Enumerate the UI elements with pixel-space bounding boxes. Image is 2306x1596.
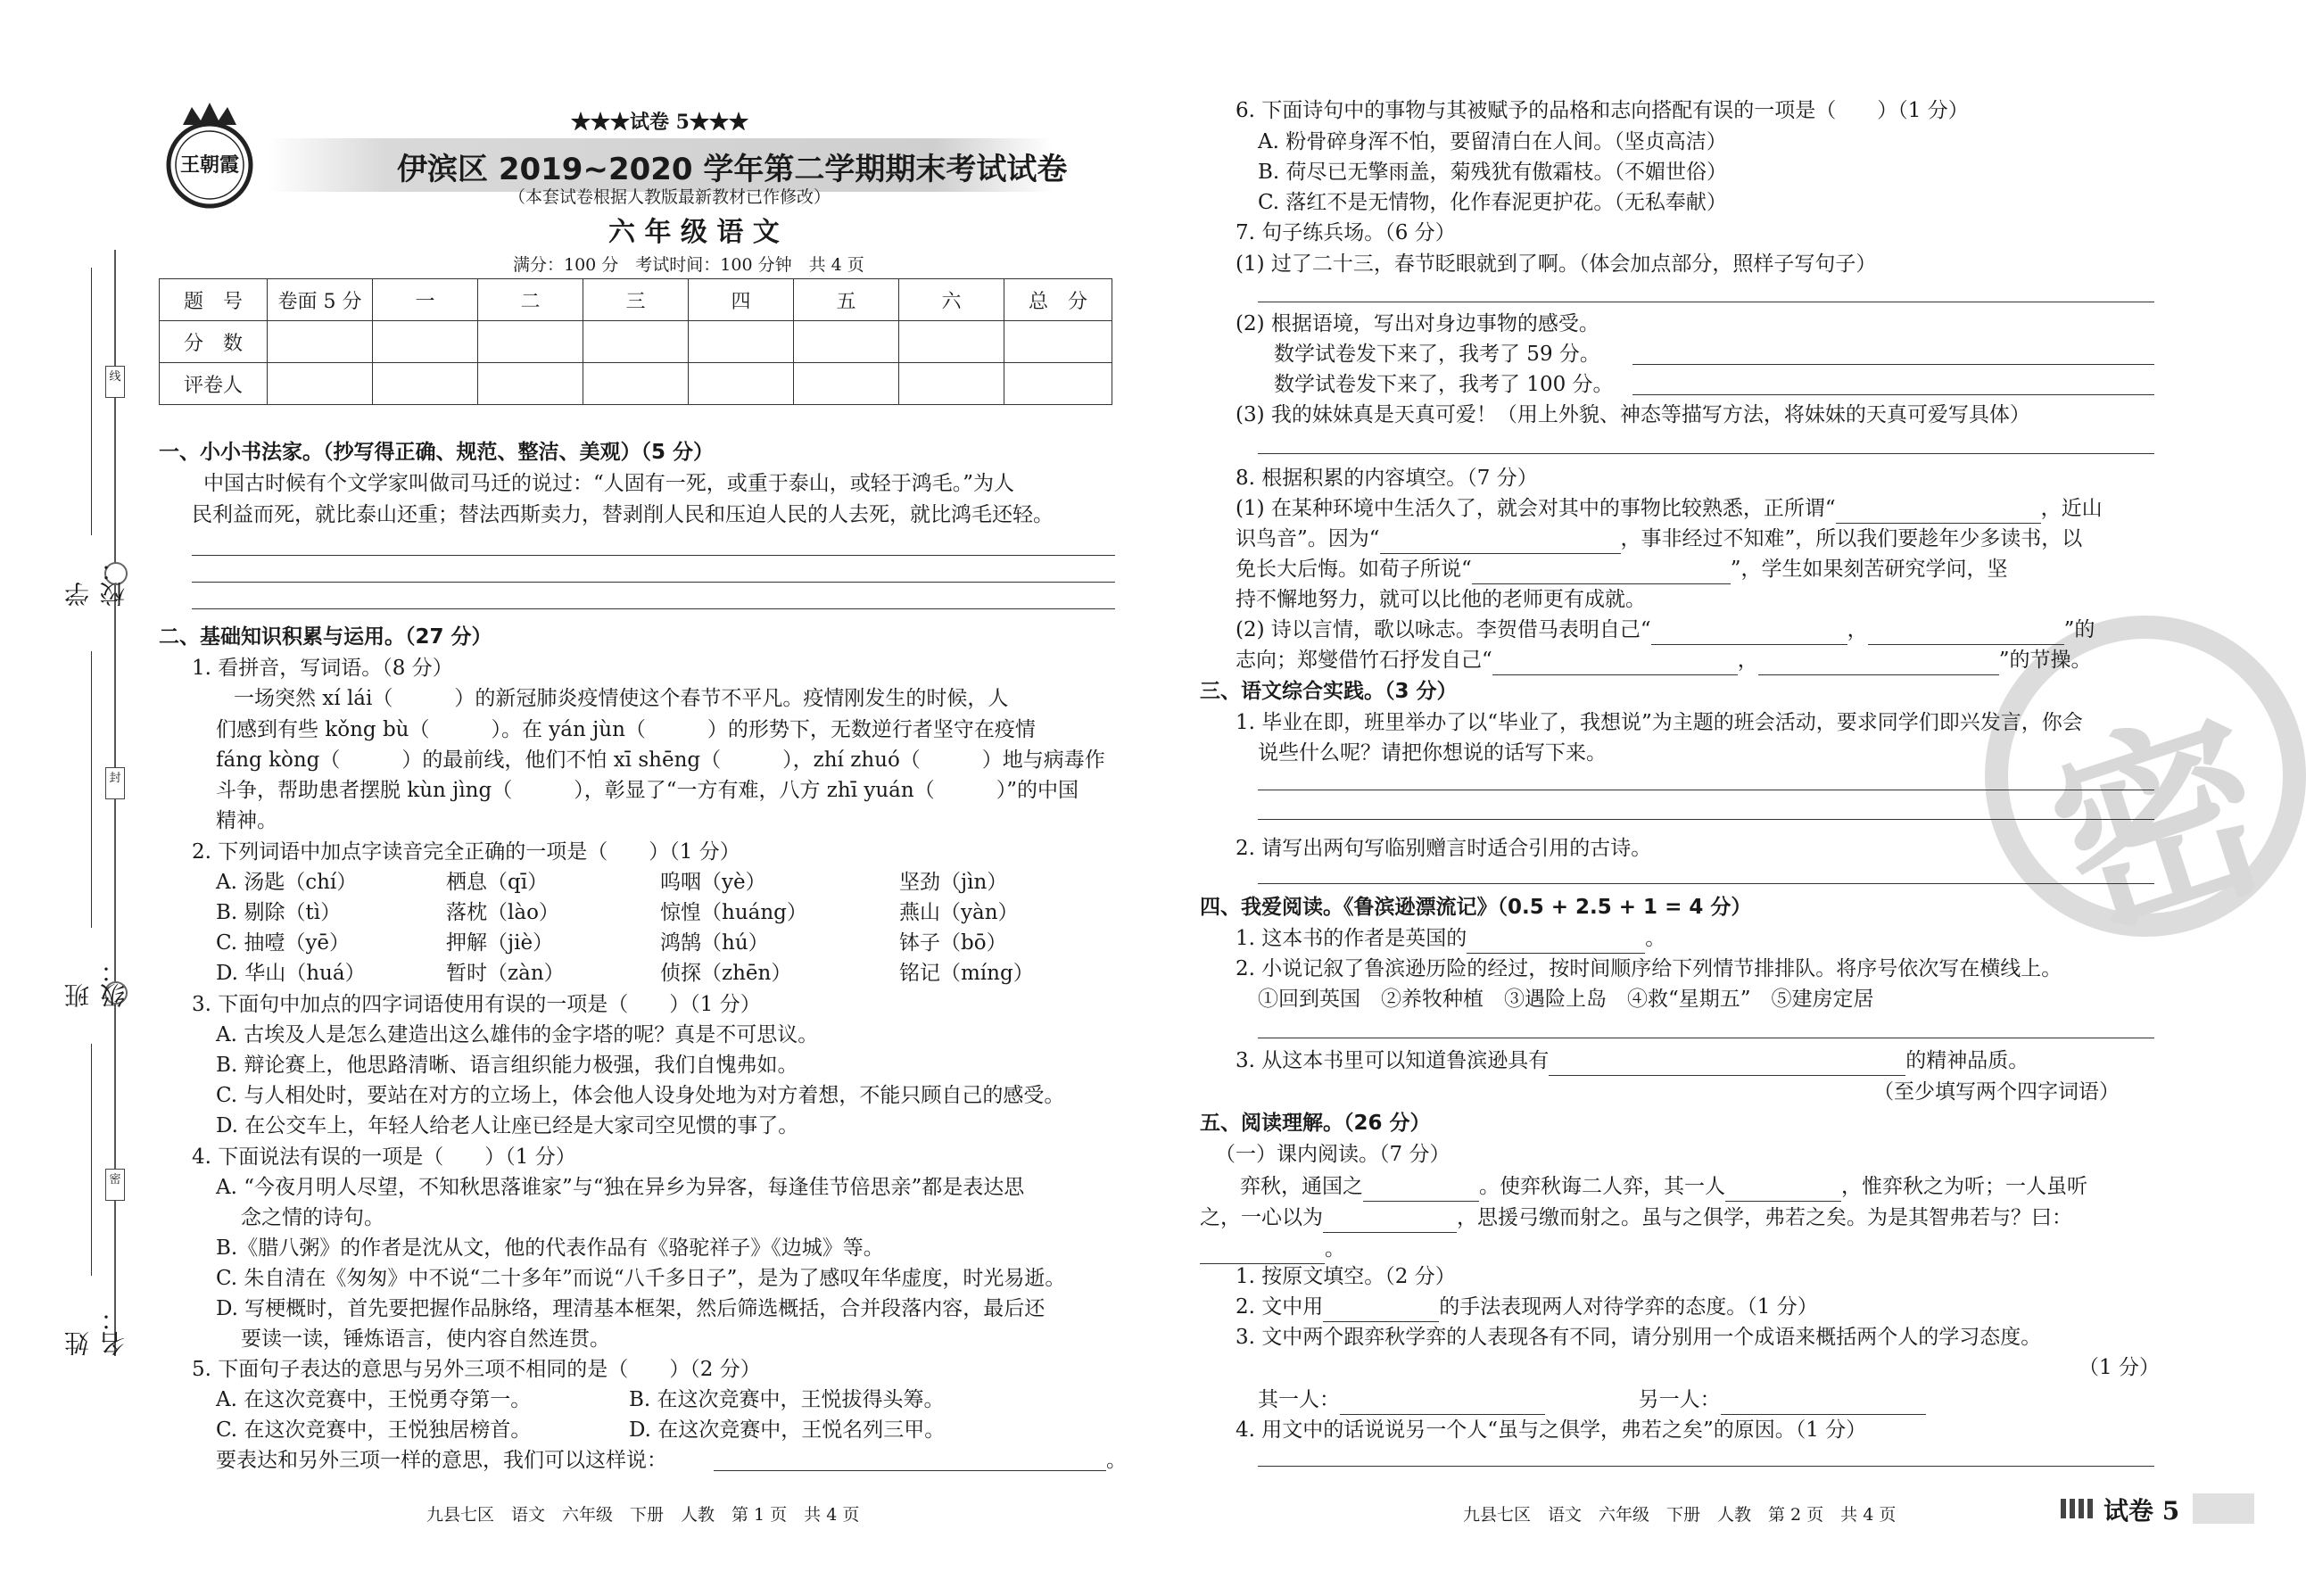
q8-blank-6[interactable] xyxy=(1492,655,1738,675)
s1-text-2: 民利益而死，就比泰山还重；替法西斯卖力，替剥削人民和压迫人民的人去死，就比鸿毛还轻。 xyxy=(192,503,1054,526)
score-cell[interactable] xyxy=(373,321,478,363)
q5-option-d[interactable]: D. 在这次竞赛中，王悦名列三甲。 xyxy=(629,1418,946,1442)
s5-q4-answer-line[interactable] xyxy=(1258,1466,2154,1467)
score-table xyxy=(159,278,1112,405)
grader-cell[interactable] xyxy=(689,363,794,405)
score-col-total: 总 分 xyxy=(1004,279,1112,321)
corner-tag-deco xyxy=(2061,1499,2096,1518)
s3-q1-line-1: 1. 毕业在即，班里举办了以“毕业了，我想说”为主题的班会活动，要求同学们即兴发言，你会 xyxy=(1236,711,2083,734)
s5-q2 xyxy=(1236,1292,1818,1322)
score-cell[interactable] xyxy=(478,321,583,363)
q2-prompt: 2. 下列词语中加点字读音完全正确的一项是（ ）（1 分） xyxy=(192,840,740,864)
q2-c-2: 押解（jiè） xyxy=(446,931,554,955)
q8-1-text-b: ，近山 xyxy=(2040,497,2103,520)
q7-1: (1) 过了二十三，春节眨眼就到了啊。（体会加点部分，照样子写句子） xyxy=(1236,252,1877,276)
q2-d-1: D. 华山（huá） xyxy=(216,962,366,985)
s5-q3-blank-a[interactable] xyxy=(1340,1394,1545,1415)
q8-line-1 xyxy=(1236,493,2103,524)
q8-blank-4[interactable] xyxy=(1651,624,1847,645)
s3-q1-line-2: 说些什么呢？请把你想说的话写下来。 xyxy=(1258,741,1607,765)
score-col-6: 六 xyxy=(899,279,1004,321)
q7-2b: 数学试卷发下来了，我考了 100 分。 xyxy=(1274,373,1614,396)
s5-p1-a: 弈秋，通国之 xyxy=(1240,1175,1363,1198)
binding-margin xyxy=(54,250,134,1365)
s5-p1-c: ，惟弈秋之为听；一人虽听 xyxy=(1841,1175,2087,1198)
score-cell[interactable] xyxy=(689,321,794,363)
score-row-label: 分 数 xyxy=(160,321,268,363)
q8-2-text-b: ，事非经过不知难”，所以我们要趁年少多读书，以 xyxy=(1620,527,2083,550)
class-field[interactable] xyxy=(63,651,128,1008)
s5-blank-3[interactable] xyxy=(1323,1212,1457,1233)
score-col-label: 题 号 xyxy=(160,279,268,321)
q7-prompt: 7. 句子练兵场。（6 分） xyxy=(1236,221,1456,244)
q8-line-4: 持不懈地努力，就可以比他的老师更有成就。 xyxy=(1236,588,1646,611)
grader-cell[interactable] xyxy=(899,363,1004,405)
grader-row xyxy=(160,363,1112,405)
s3-q2: 2. 请写出两句写临别赠言时适合引用的古诗。 xyxy=(1236,837,1652,860)
s5-q3-blank-b[interactable] xyxy=(1721,1394,1926,1415)
q2-c-4: 钵子（bō） xyxy=(899,931,1007,955)
s5-q2-text-a: 2. 文中用 xyxy=(1236,1295,1324,1319)
q4-option-d[interactable]: D. 写梗概时，首先要把握作品脉络，理清基本框架，然后筛选概括，合并段落内容，最后还 xyxy=(216,1297,1046,1320)
paper-subject: 六 年 级 语 文 xyxy=(608,217,780,248)
q2-a-3: 呜咽（yè） xyxy=(660,871,766,894)
q2-a-2: 栖息（qī） xyxy=(446,871,549,894)
q4-option-d-cont: 要读一读，锤炼语言，使内容自然连贯。 xyxy=(241,1327,610,1351)
q8-2-text-a: 识鸟音”。因为“ xyxy=(1236,527,1380,550)
q7-2b-answer-line[interactable] xyxy=(1632,394,2154,395)
q5-period: 。 xyxy=(1106,1449,1127,1472)
paper-meta: 满分：100 分 考试时间：100 分钟 共 4 页 xyxy=(513,255,864,275)
q2-a-1: A. 汤匙（chí） xyxy=(216,871,358,894)
s5-q2-blank[interactable] xyxy=(1323,1302,1439,1322)
s1-text-1: 中国古时候有个文学家叫做司马迁的说过：“人固有一死，或重于泰山，或轻于鸿毛。”为人 xyxy=(203,472,1015,495)
q8-blank-7[interactable] xyxy=(1758,655,1999,675)
section-1-title: 一、小小书法家。（抄写得正确、规范、整洁、美观）（5 分） xyxy=(159,441,715,464)
paper-series: ★★★试卷 5★★★ xyxy=(571,111,748,134)
q1-line-1: 一场突然 xí lái（ ）的新冠肺炎疫情使这个春节不平凡。疫情刚发生的时候，人 xyxy=(234,687,1009,710)
name-label: 姓名： xyxy=(63,1306,128,1356)
q4-option-b[interactable]: B.《腊八粥》的作者是沈从文，他的代表作品有《骆驼祥子》《边城》等。 xyxy=(216,1236,884,1260)
q8-6-text-c: ”的节操。 xyxy=(1998,649,2092,672)
q2-d-3: 侦探（zhēn） xyxy=(660,962,792,985)
class-line xyxy=(91,651,92,928)
s5-blank-2[interactable] xyxy=(1725,1181,1841,1202)
name-field[interactable] xyxy=(63,1044,128,1356)
s4-q1 xyxy=(1236,923,1665,954)
s4-q3-note: （至少填写两个四字词语） xyxy=(1873,1080,2120,1104)
s1-copy-line-1[interactable] xyxy=(192,555,1115,556)
section-3-title: 三、语文综合实践。（3 分） xyxy=(1200,680,1458,703)
stamp-text: 密 xyxy=(2026,681,2296,972)
score-col-2: 二 xyxy=(478,279,583,321)
q6-option-c[interactable]: C. 落红不是无情物，化作春泥更护花。（无私奉献） xyxy=(1258,191,1727,214)
q8-blank-2[interactable] xyxy=(1380,533,1621,554)
score-col-4: 四 xyxy=(689,279,794,321)
q8-line-5 xyxy=(1236,615,2095,645)
q5-tail: 要表达和另外三项一样的意思，我们可以这样说： xyxy=(216,1449,667,1472)
grader-cell[interactable] xyxy=(478,363,583,405)
score-col-neat: 卷面 5 分 xyxy=(268,279,373,321)
q2-d-2: 暂时（zàn） xyxy=(446,962,565,985)
q6-option-b[interactable]: B. 荷尽已无擎雨盖，菊残犹有傲霜枝。（不媚世俗） xyxy=(1258,161,1728,184)
mark-xian: 线 xyxy=(105,366,125,398)
q8-3-text-b: ”，学生如果刻苦研究学问，坚 xyxy=(1730,558,2008,581)
score-cell[interactable] xyxy=(268,321,373,363)
q2-c-3: 鸿鹄（hú） xyxy=(660,931,769,955)
q8-6-text-a: 志向；郑燮借竹石抒发自己“ xyxy=(1236,649,1492,672)
grader-cell[interactable] xyxy=(373,363,478,405)
section-5-title: 五、阅读理解。（26 分） xyxy=(1200,1112,1431,1135)
q2-d-4: 铭记（míng） xyxy=(899,962,1034,985)
q8-5-text-c: ”的 xyxy=(2063,618,2095,641)
score-col-3: 三 xyxy=(583,279,689,321)
s4-q1-text: 1. 这本书的作者是英国的 xyxy=(1236,927,1467,950)
s5-q1: 1. 按原文填空。（2 分） xyxy=(1236,1265,1456,1288)
s4-q2-items: ①回到英国 ②养牧种植 ③遇险上岛 ④救“星期五” ⑤建房定居 xyxy=(1258,988,1874,1011)
s4-q3 xyxy=(1236,1046,2029,1076)
grader-cell[interactable] xyxy=(794,363,899,405)
score-cell[interactable] xyxy=(794,321,899,363)
q1-line-5: 精神。 xyxy=(216,809,277,832)
s5-passage-line-3 xyxy=(1200,1234,1345,1264)
section-4-title: 四、我爱阅读。《鲁滨逊漂流记》（0.5 + 2.5 + 1 = 4 分） xyxy=(1200,896,1752,919)
q2-b-4: 燕山（yàn） xyxy=(899,901,1019,924)
school-field[interactable] xyxy=(63,268,128,607)
q7-3-answer-line[interactable] xyxy=(1258,453,2154,454)
school-line xyxy=(91,268,92,535)
q7-2a: 数学试卷发下来了，我考了 59 分。 xyxy=(1274,343,1600,366)
q5-answer-line[interactable] xyxy=(714,1470,1106,1471)
section-2-title: 二、基础知识积累与运用。（27 分） xyxy=(159,625,492,649)
q7-3: (3) 我的妹妹真是天真可爱！（用上外貌、神态等描写方法，将妹妹的天真可爱写具体） xyxy=(1236,403,2030,426)
grader-row-label: 评卷人 xyxy=(160,363,268,405)
q1-line-2: 们感到有些 kǒng bù（ ）。在 yán jùn（ ）的形势下，无数逆行者坚守在疫情 xyxy=(216,718,1036,741)
q5-option-c[interactable]: C. 在这次竞赛中，王悦独居榜首。 xyxy=(216,1418,532,1442)
q4-prompt: 4. 下面说法有误的一项是（ ）（1 分） xyxy=(192,1145,576,1169)
s4-q3-text-b: 的精神品质。 xyxy=(1905,1049,2029,1072)
s1-copy-line-2[interactable] xyxy=(192,582,1115,583)
q1-prompt: 1. 看拼音，写词语。（8 分） xyxy=(192,657,453,680)
corner-tag-bar xyxy=(2193,1493,2254,1524)
s5-passage-line-2 xyxy=(1200,1203,2072,1233)
score-cell[interactable] xyxy=(1004,321,1112,363)
score-table-header xyxy=(160,279,1112,321)
s4-q2: 2. 小说记叙了鲁滨逊历险的经过，按时间顺序给下列情节排排队。将序号依次写在横线上。 xyxy=(1236,957,2062,980)
q8-blank-5[interactable] xyxy=(1868,624,2064,645)
s5-q3-label-a: 其一人： xyxy=(1258,1388,1340,1411)
s4-q3-blank[interactable] xyxy=(1549,1055,1905,1076)
name-line xyxy=(91,1044,92,1276)
q5-option-b[interactable]: B. 在这次竞赛中，王悦拔得头筹。 xyxy=(629,1388,945,1411)
s4-q3-text-a: 3. 从这本书里可以知道鲁滨逊具有 xyxy=(1236,1049,1550,1072)
q8-line-6 xyxy=(1236,645,2092,675)
q5-prompt: 5. 下面句子表达的意思与另外三项不相同的是（ ）（2 分） xyxy=(192,1358,761,1381)
grader-cell[interactable] xyxy=(268,363,373,405)
s5-q3-answers xyxy=(1258,1385,1926,1415)
q4-option-c[interactable]: C. 朱自清在《匆匆》中不说“二十多年”而说“八千多日子”，是为了感叹年华虚度，时光易逝。 xyxy=(216,1267,1066,1290)
logo-text: 王朝霞 xyxy=(180,153,240,177)
q1-line-4: 斗争，帮助患者摆脱 kùn jìng（ ），彰显了“一方有难，八方 zhī yuán（ ）”的中国 xyxy=(216,779,1079,802)
q2-b-3: 惊惶（huáng） xyxy=(660,901,807,924)
grader-cell[interactable] xyxy=(583,363,689,405)
school-label: 学校： xyxy=(63,557,128,607)
s5-q3: 3. 文中两个跟弈秋学弈的人表现各有不同，请分别用一个成语来概括两个人的学习态度。 xyxy=(1236,1326,2042,1349)
s5-blank-1[interactable] xyxy=(1363,1181,1479,1202)
q7-2a-answer-line[interactable] xyxy=(1632,364,2154,365)
s3-q2-answer-line[interactable] xyxy=(1258,883,2154,884)
corner-tag-text: 试卷 5 xyxy=(2104,1496,2180,1526)
s1-copy-line-3[interactable] xyxy=(192,608,1115,609)
q2-b-1: B. 剔除（tì） xyxy=(216,901,342,924)
q8-6-text-b: ， xyxy=(1737,649,1758,672)
q8-line-2 xyxy=(1236,524,2082,554)
s4-q1-blank[interactable] xyxy=(1467,933,1645,954)
paper-title: 伊滨区 2019~2020 学年第二学期期末考试试卷 xyxy=(397,152,1068,187)
q6-option-a[interactable]: A. 粉骨碎身浑不怕，要留清白在人间。（坚贞高洁） xyxy=(1258,130,1727,153)
score-row xyxy=(160,321,1112,363)
s5-q3-label-b: 另一人： xyxy=(1638,1388,1721,1411)
s5-p2-a: 之，一心以为 xyxy=(1200,1206,1323,1229)
class-label: 班级： xyxy=(63,958,128,1008)
s3-q1-answer-line-2[interactable] xyxy=(1258,819,2154,820)
q5-option-a[interactable]: A. 在这次竞赛中，王悦勇夺第一。 xyxy=(216,1388,532,1411)
q4-option-a-cont: 念之情的诗句。 xyxy=(241,1206,384,1229)
s5-p1-b: 。使弈秋诲二人弈，其一人 xyxy=(1479,1175,1725,1198)
q8-3-text-a: 免长大后悔。如荀子所说“ xyxy=(1236,558,1472,581)
q2-b-2: 落枕（lào） xyxy=(446,901,559,924)
q8-1-text-a: (1) 在某种环境中生活久了，就会对其中的事物比较熟悉，正所谓“ xyxy=(1236,497,1836,520)
q3-option-c[interactable]: C. 与人相处时，要站在对方的立场上，体会他人设身处地为对方着想，不能只顾自己的感受。 xyxy=(216,1084,1065,1107)
q7-2: (2) 根据语境，写出对身边事物的感受。 xyxy=(1236,312,1599,335)
s5-q3-score: （1 分） xyxy=(2079,1356,2160,1379)
q8-blank-1[interactable] xyxy=(1836,503,2041,524)
q8-line-3 xyxy=(1236,554,2008,584)
q1-line-3: fáng kòng（ ）的最前线，他们不怕 xī shēng（ ），zhí zhuó（ ）地与病毒作 xyxy=(216,748,1105,772)
q3-option-d[interactable]: D. 在公交车上，年轻人给老人让座已经是大家司空见惯的事了。 xyxy=(216,1114,799,1137)
s5-p3: 。 xyxy=(1325,1237,1345,1261)
s5-subsection: （一）课内阅读。（7 分） xyxy=(1215,1143,1451,1166)
score-cell[interactable] xyxy=(583,321,689,363)
left-footer: 九县七区 语文 六年级 下册 人教 第 1 页 共 4 页 xyxy=(426,1505,860,1525)
mark-feng: 封 xyxy=(105,767,125,799)
s5-q2-text-b: 的手法表现两人对待学弈的态度。（1 分） xyxy=(1439,1295,1818,1319)
s5-q4: 4. 用文中的话说说另一个人“虽与之俱学，弗若之矣”的原因。（1 分） xyxy=(1236,1418,1867,1442)
corner-tag xyxy=(2043,1488,2254,1529)
paper-subtitle: （本套试卷根据人教版最新教材已作修改） xyxy=(508,187,831,207)
q8-5-text-a: (2) 诗以言情，歌以咏志。李贺借马表明自己“ xyxy=(1236,618,1651,641)
q3-option-a[interactable]: A. 古埃及人是怎么建造出这么雄伟的金字塔的呢？真是不可思议。 xyxy=(216,1023,819,1046)
q4-option-a[interactable]: A. “今夜月明人尽望，不知秋思落谁家”与“独在异乡为异客，每逢佳节倍思亲”都是表达思 xyxy=(216,1176,1025,1199)
q8-blank-3[interactable] xyxy=(1472,564,1731,584)
right-footer: 九县七区 语文 六年级 下册 人教 第 2 页 共 4 页 xyxy=(1463,1505,1897,1525)
s5-passage-line-1 xyxy=(1240,1171,2087,1202)
q3-option-b[interactable]: B. 辩论赛上，他思路清晰、语言组织能力极强，我们自愧弗如。 xyxy=(216,1054,798,1077)
score-col-1: 一 xyxy=(373,279,478,321)
score-col-5: 五 xyxy=(794,279,899,321)
q8-5-text-b: ， xyxy=(1847,618,1868,641)
grader-cell[interactable] xyxy=(1004,363,1112,405)
mark-mi: 密 xyxy=(105,1169,125,1201)
score-cell[interactable] xyxy=(899,321,1004,363)
s5-p2-b: ，思援弓缴而射之。虽与之俱学，弗若之矣。为是其智弗若与？曰： xyxy=(1457,1206,2072,1229)
q3-prompt: 3. 下面句中加点的四字词语使用有误的一项是（ ）（1 分） xyxy=(192,993,761,1016)
s4-q1-period: 。 xyxy=(1645,927,1666,950)
q8-prompt: 8. 根据积累的内容填空。（7 分） xyxy=(1236,467,1538,490)
q2-c-1: C. 抽噎（yē） xyxy=(216,931,351,955)
q6-prompt: 6. 下面诗句中的事物与其被赋予的品格和志向搭配有误的一项是（ ）（1 分） xyxy=(1236,99,1969,122)
logo xyxy=(161,98,259,210)
q2-a-4: 坚劲（jìn） xyxy=(899,871,1008,894)
